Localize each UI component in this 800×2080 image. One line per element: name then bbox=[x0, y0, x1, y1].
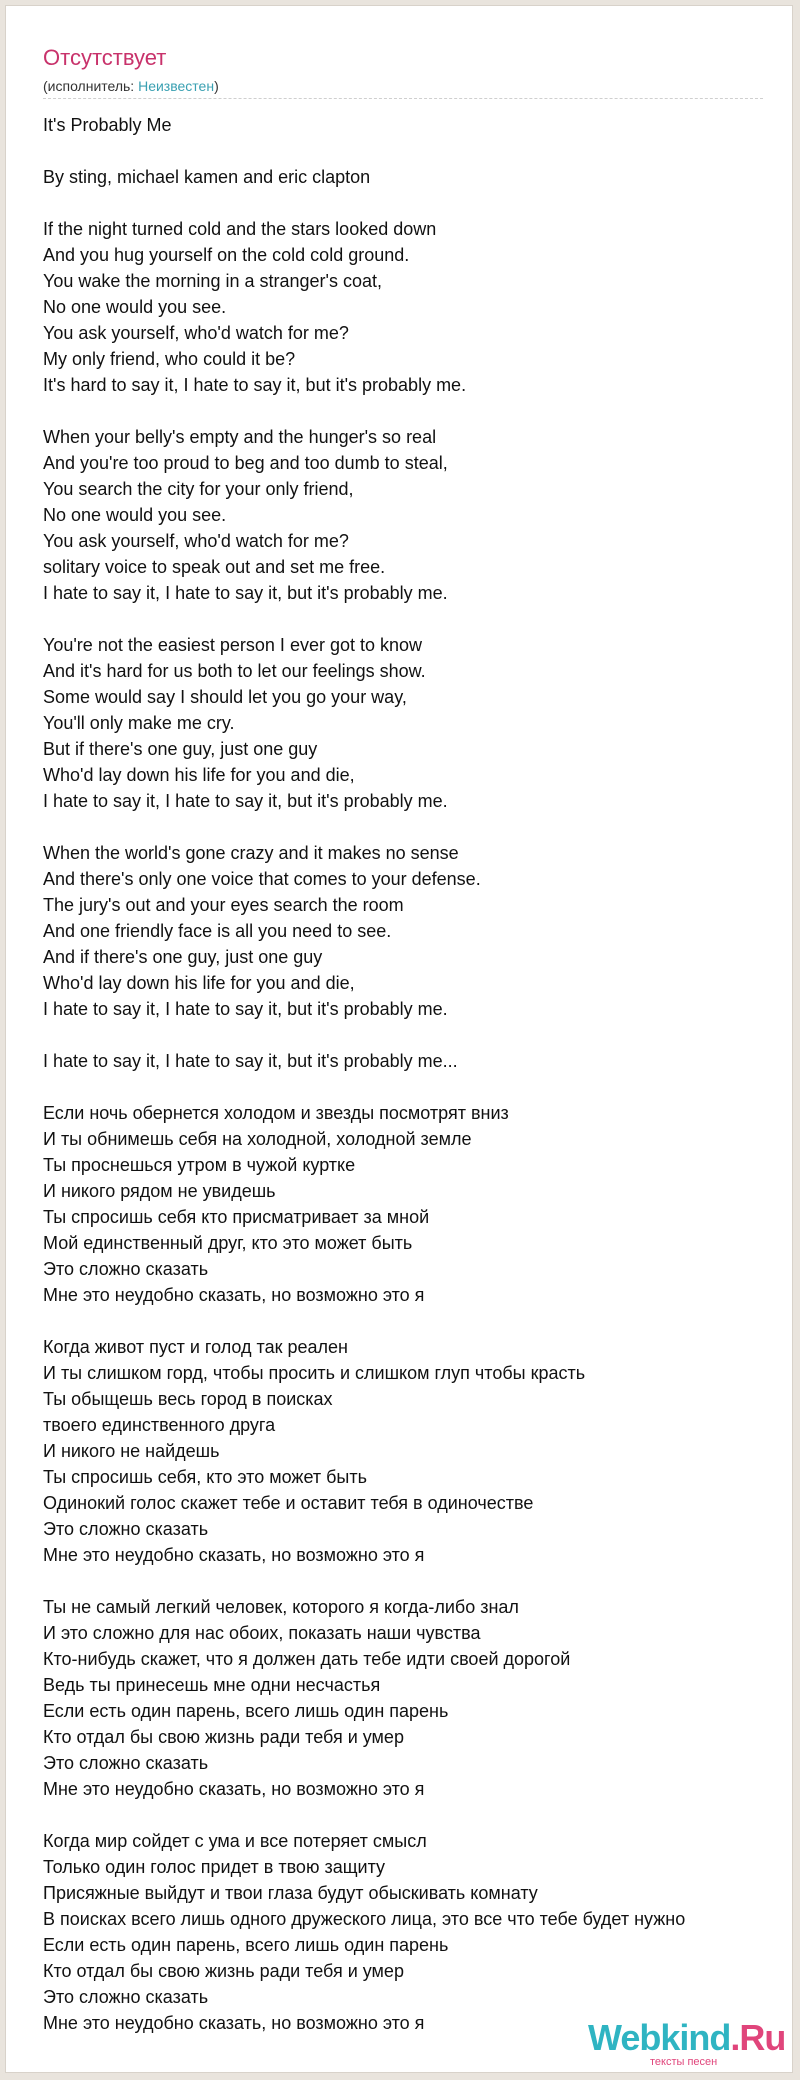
stanza-gap bbox=[43, 1308, 800, 1334]
lyric-line: And it's hard for us both to let our feelings show. bbox=[43, 661, 426, 681]
lyric-line: Who'd lay down his life for you and die, bbox=[43, 765, 355, 785]
lyric-line: And one friendly face is all you need to see. bbox=[43, 921, 392, 941]
lyric-line: Кто отдал бы свою жизнь ради тебя и умер bbox=[43, 1961, 404, 1981]
lyric-line: When the world's gone crazy and it makes no sense bbox=[43, 843, 459, 863]
lyric-line: Присяжные выйдут и твои глаза будут обыскивать комнату bbox=[43, 1883, 538, 1903]
lyric-line: I hate to say it, I hate to say it, but it's probably me. bbox=[43, 999, 448, 1019]
lyric-line: No one would you see. bbox=[43, 505, 227, 525]
lyric-line: Когда мир сойдет с ума и все потеряет смысл bbox=[43, 1831, 427, 1851]
lyric-line: Who'd lay down his life for you and die, bbox=[43, 973, 355, 993]
lyric-line: If the night turned cold and the stars looked down bbox=[43, 219, 437, 239]
lyric-line: No one would you see. bbox=[43, 297, 227, 317]
lyric-line: I hate to say it, I hate to say it, but it's probably me... bbox=[43, 1051, 458, 1071]
lyric-line: И никого не найдешь bbox=[43, 1441, 220, 1461]
lyric-line: You'll only make me cry. bbox=[43, 713, 235, 733]
lyric-line: И ты слишком горд, чтобы просить и слишком глуп чтобы красть bbox=[43, 1363, 586, 1383]
lyric-line: Одинокий голос скажет тебе и оставит тебя в одиночестве bbox=[43, 1493, 534, 1513]
song-title: Отсутствует bbox=[43, 45, 167, 70]
artist-line bbox=[43, 77, 219, 95]
stanza-gap bbox=[43, 1568, 800, 1594]
lyric-line: В поисках всего лишь одного дружеского лица, это все что тебе будет нужно bbox=[43, 1909, 686, 1929]
lyric-line: Только один голос придет в твою защиту bbox=[43, 1857, 386, 1877]
lyric-line: And you hug yourself on the cold cold ground. bbox=[43, 245, 410, 265]
lyric-line: By sting, michael kamen and eric clapton bbox=[43, 167, 371, 187]
stanza-gap bbox=[43, 606, 800, 632]
lyric-line: You're not the easiest person I ever got to know bbox=[43, 635, 423, 655]
lyric-line: It's Probably Me bbox=[43, 115, 172, 135]
lyric-line: Если есть один парень, всего лишь один парень bbox=[43, 1935, 449, 1955]
lyric-line: You wake the morning in a stranger's coat, bbox=[43, 271, 382, 291]
lyric-line: My only friend, who could it be? bbox=[43, 349, 296, 369]
lyric-line: Кто отдал бы свою жизнь ради тебя и умер bbox=[43, 1727, 404, 1747]
lyric-line: Мне это неудобно сказать, но возможно это я bbox=[43, 1545, 425, 1565]
stanza-gap bbox=[43, 1802, 800, 1828]
lyric-line: Это сложно сказать bbox=[43, 1987, 209, 2007]
lyric-line: Мой единственный друг, кто это может быть bbox=[43, 1233, 413, 1253]
lyric-line: Если ночь обернется холодом и звезды посмотрят вниз bbox=[43, 1103, 509, 1123]
lyric-line: I hate to say it, I hate to say it, but it's probably me. bbox=[43, 791, 448, 811]
lyric-line: Some would say I should let you go your way, bbox=[43, 687, 407, 707]
lyric-line: You ask yourself, who'd watch for me? bbox=[43, 531, 349, 551]
lyric-line: Мне это неудобно сказать, но возможно это я bbox=[43, 1285, 425, 1305]
stanza-gap bbox=[43, 814, 800, 840]
lyric-line: Ты спросишь себя кто присматривает за мной bbox=[43, 1207, 430, 1227]
lyric-line: Кто-нибудь скажет, что я должен дать тебе идти своей дорогой bbox=[43, 1649, 571, 1669]
lyric-line: Ты не самый легкий человек, которого я когда-либо знал bbox=[43, 1597, 519, 1617]
logo-name: Webkind bbox=[588, 2017, 731, 2058]
site-logo[interactable] bbox=[588, 2018, 788, 2068]
lyric-line: Это сложно сказать bbox=[43, 1753, 209, 1773]
logo-wordmark bbox=[588, 2018, 785, 2058]
artist-link[interactable]: Неизвестен bbox=[138, 78, 215, 94]
lyric-line: Мне это неудобно сказать, но возможно это я bbox=[43, 2013, 425, 2033]
lyric-line: And if there's one guy, just one guy bbox=[43, 947, 323, 967]
lyric-line: I hate to say it, I hate to say it, but it's probably me. bbox=[43, 583, 448, 603]
stanza-gap bbox=[43, 398, 800, 424]
lyric-line: solitary voice to speak out and set me free. bbox=[43, 557, 386, 577]
lyric-line: Ты спросишь себя, кто это может быть bbox=[43, 1467, 367, 1487]
lyric-line: Ты проснешься утром в чужой куртке bbox=[43, 1155, 356, 1175]
lyric-line: The jury's out and your eyes search the room bbox=[43, 895, 404, 915]
lyric-line: It's hard to say it, I hate to say it, but it's probably me. bbox=[43, 375, 467, 395]
lyric-line: И никого рядом не увидешь bbox=[43, 1181, 276, 1201]
lyric-line: Это сложно сказать bbox=[43, 1259, 209, 1279]
page-card bbox=[5, 5, 793, 2073]
stanza-gap bbox=[43, 1022, 800, 1048]
lyric-line: Ты обыщешь весь город в поисках bbox=[43, 1389, 333, 1409]
artist-prefix: (исполнитель: bbox=[43, 78, 139, 94]
lyrics-text bbox=[43, 112, 800, 2036]
lyric-line: When your belly's empty and the hunger's so real bbox=[43, 427, 437, 447]
lyric-line: твоего единственного друга bbox=[43, 1415, 276, 1435]
lyric-line: И ты обнимешь себя на холодной, холодной земле bbox=[43, 1129, 472, 1149]
lyric-line: And there's only one voice that comes to your defense. bbox=[43, 869, 481, 889]
lyric-line: You ask yourself, who'd watch for me? bbox=[43, 323, 349, 343]
lyric-line: Это сложно сказать bbox=[43, 1519, 209, 1539]
lyric-line: Если есть один парень, всего лишь один парень bbox=[43, 1701, 449, 1721]
lyric-line: Ведь ты принесешь мне одни несчастья bbox=[43, 1675, 381, 1695]
lyric-line: И это сложно для нас обоих, показать наши чувства bbox=[43, 1623, 481, 1643]
stanza-gap bbox=[43, 1074, 800, 1100]
stanza-gap bbox=[43, 138, 800, 164]
lyric-line: And you're too proud to beg and too dumb to steal, bbox=[43, 453, 448, 473]
logo-tld: .Ru bbox=[730, 2017, 786, 2058]
header-divider bbox=[43, 98, 763, 99]
stanza-gap bbox=[43, 190, 800, 216]
lyric-line: Когда живот пуст и голод так реален bbox=[43, 1337, 348, 1357]
lyric-line: But if there's one guy, just one guy bbox=[43, 739, 318, 759]
lyric-line: You search the city for your only friend, bbox=[43, 479, 354, 499]
artist-suffix: ) bbox=[214, 78, 219, 94]
logo-tagline: тексты песен bbox=[650, 2056, 718, 2068]
lyric-line: Мне это неудобно сказать, но возможно это я bbox=[43, 1779, 425, 1799]
